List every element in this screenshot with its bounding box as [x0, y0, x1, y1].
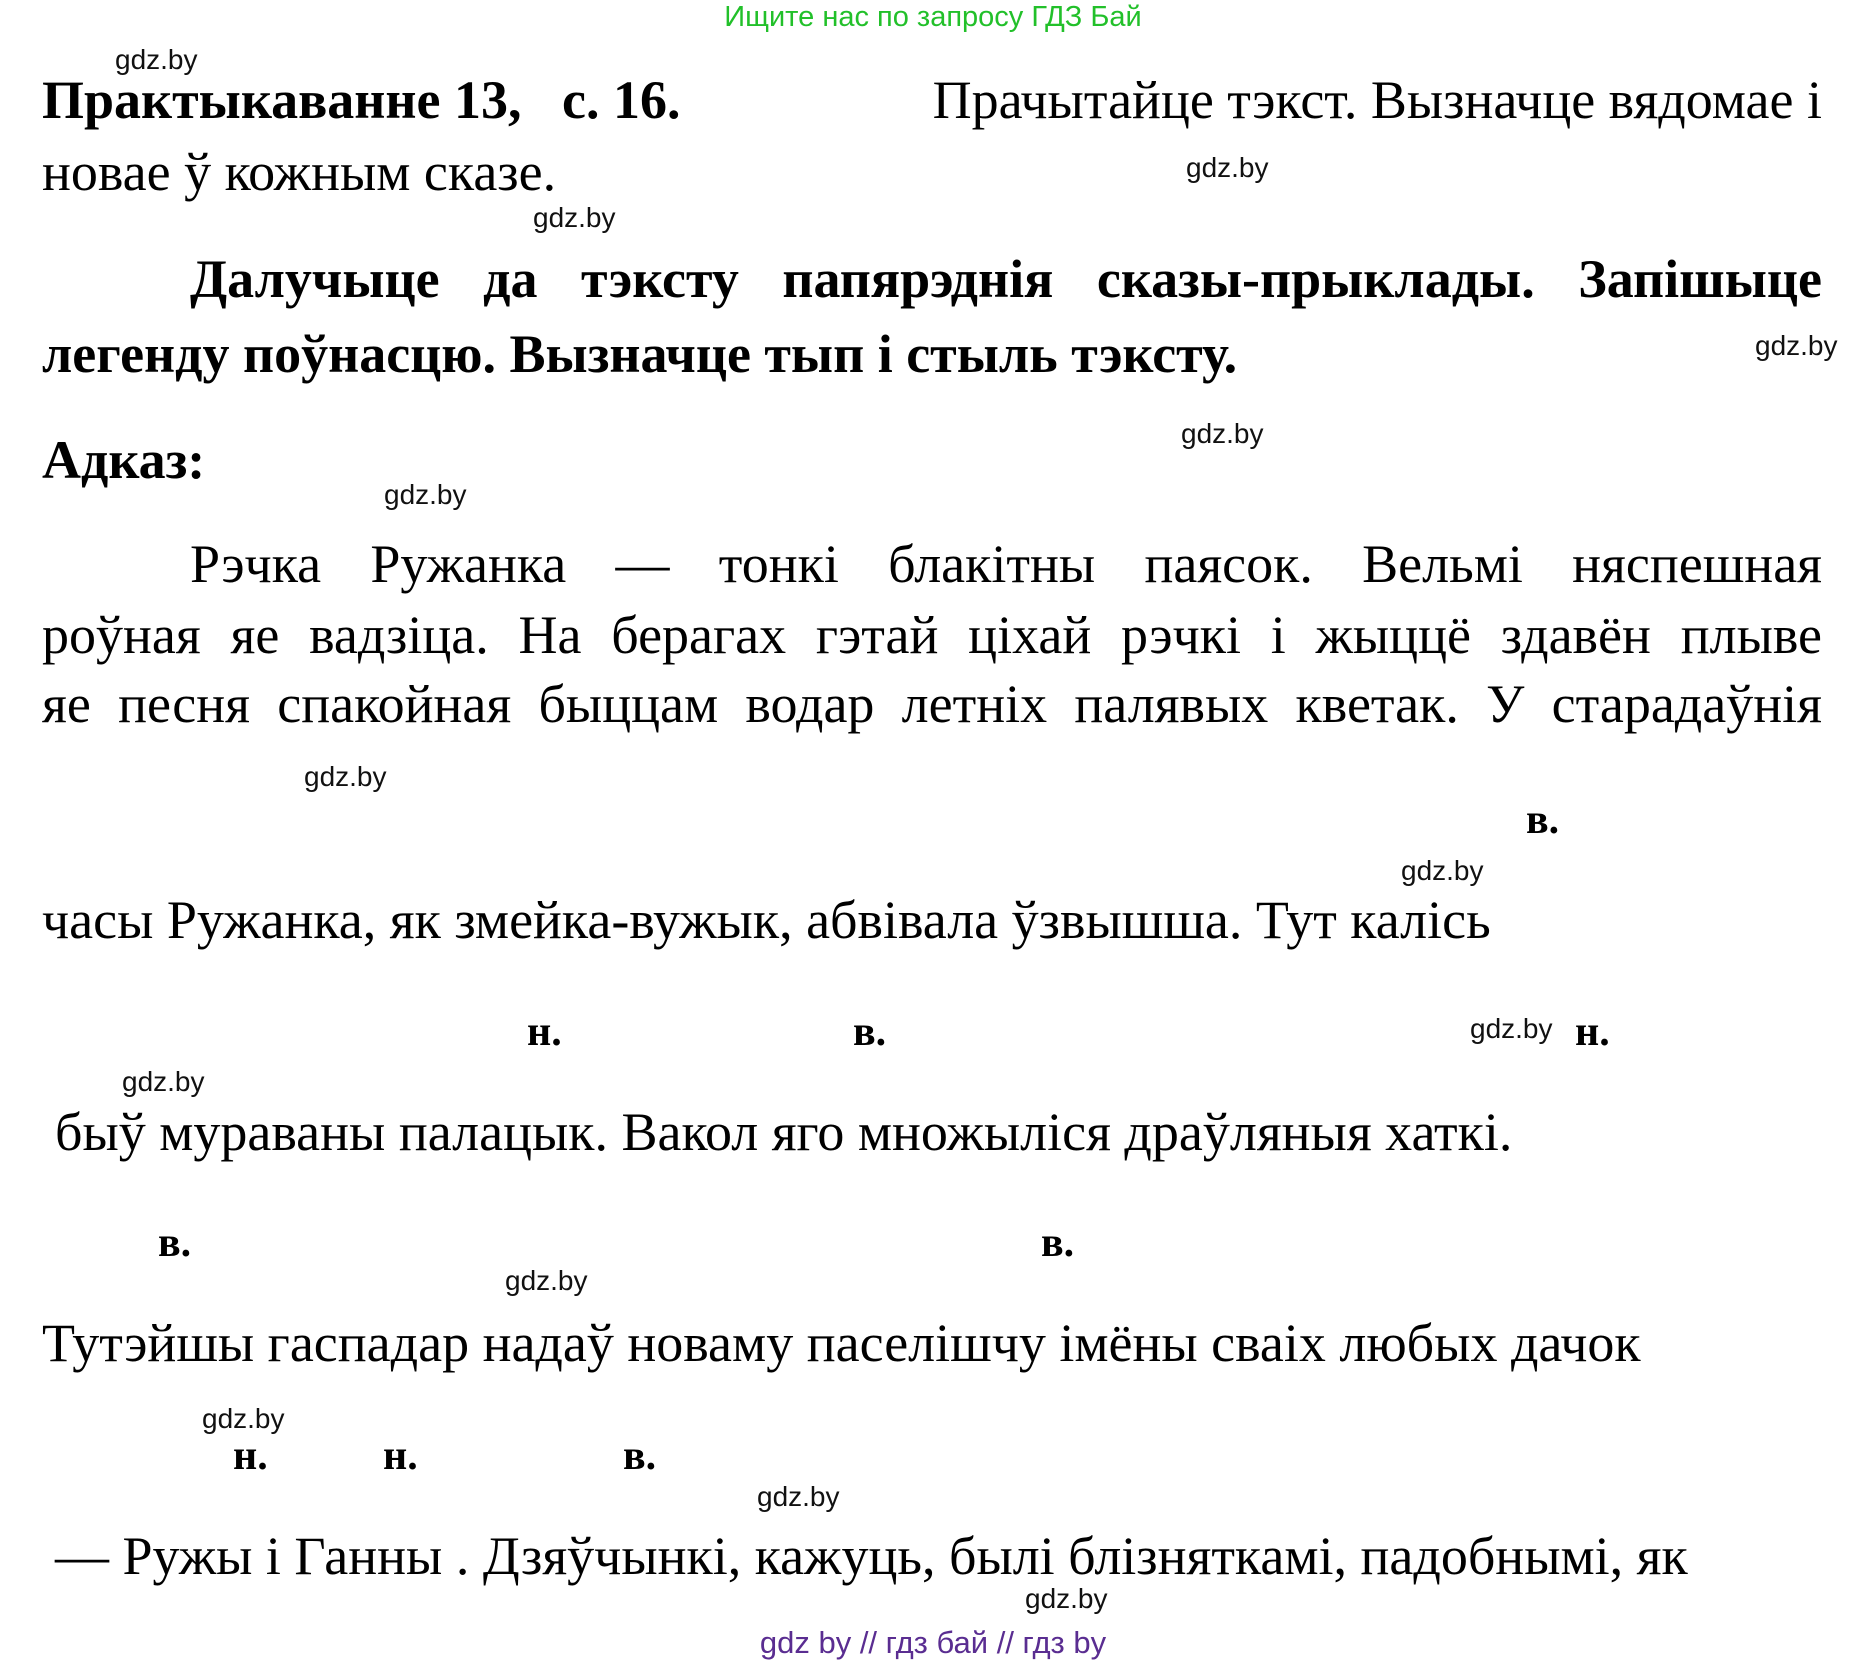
watermark: gdz.by: [1025, 1583, 1108, 1614]
watermark: gdz.by: [533, 202, 616, 233]
watermark: gdz.by: [757, 1481, 840, 1512]
task-bold-line: легенду поўнасцю. Вызначце тып і стыль тэксту.: [42, 324, 1238, 384]
answer-line: роўная яе вадзіца. На берагах гэтай ціхай рэчкі і жыццё здавён плыве: [42, 605, 1822, 665]
watermark: gdz.by: [1181, 418, 1264, 449]
known-marker: в.: [1526, 797, 1560, 843]
answer-line: быў мураваны палацык. Вакол яго множыліся драўляныя хаткі.: [55, 1102, 1513, 1162]
task-header: [42, 68, 1822, 132]
new-marker: н.: [1575, 1009, 1610, 1055]
answer-line: часы Ружанка, як змейка-вужык, абвівала ўзвышша. Тут калісь: [42, 890, 1491, 950]
known-marker: в.: [158, 1220, 192, 1266]
footer-banner: gdz by // гдз бай // гдз by: [759, 1625, 1107, 1660]
page-reference: с. 16.: [562, 70, 681, 130]
task-instruction: Прачытайце тэкст. Вызначце вядомае і: [932, 70, 1822, 130]
known-marker: в.: [1041, 1220, 1075, 1266]
watermark: gdz.by: [122, 1066, 205, 1097]
answer-label: Адказ:: [42, 430, 206, 490]
top-banner: Ищите нас по запросу ГДЗ Бай: [724, 1, 1142, 33]
answer-line: Рэчка Ружанка — тонкі блакітны паясок. Вельмі няспешная: [190, 534, 1822, 594]
known-marker: в.: [853, 1009, 887, 1055]
watermark: gdz.by: [1401, 855, 1484, 886]
watermark: gdz.by: [304, 761, 387, 792]
known-marker: в.: [623, 1433, 657, 1479]
answer-line: яе песня спакойная быццам водар летніх палявых кветак. У старадаўнія: [42, 674, 1822, 734]
watermark: gdz.by: [115, 44, 198, 75]
watermark: gdz.by: [202, 1403, 285, 1434]
new-marker: н.: [527, 1009, 562, 1055]
watermark: gdz.by: [505, 1265, 588, 1296]
watermark: gdz.by: [1470, 1013, 1553, 1044]
watermark: gdz.by: [1186, 152, 1269, 183]
new-marker: н.: [233, 1433, 268, 1479]
task-label: Практыкаванне 13,: [42, 70, 522, 130]
task-bold-line: Далучыце да тэксту папярэднія сказы-прыклады. Запішыце: [190, 249, 1822, 309]
new-marker: н.: [383, 1433, 418, 1479]
answer-line: — Ружы і Ганны . Дзяўчынкі, кажуць, былі блізняткамі, падобнымі, як: [55, 1526, 1688, 1586]
watermark: gdz.by: [384, 479, 467, 510]
answer-line: Тутэйшы гаспадар надаў новаму паселішчу імёны сваіх любых дачок: [42, 1313, 1641, 1373]
task-instruction-cont: новае ў кожным сказе.: [42, 142, 557, 202]
watermark: gdz.by: [1755, 330, 1838, 361]
